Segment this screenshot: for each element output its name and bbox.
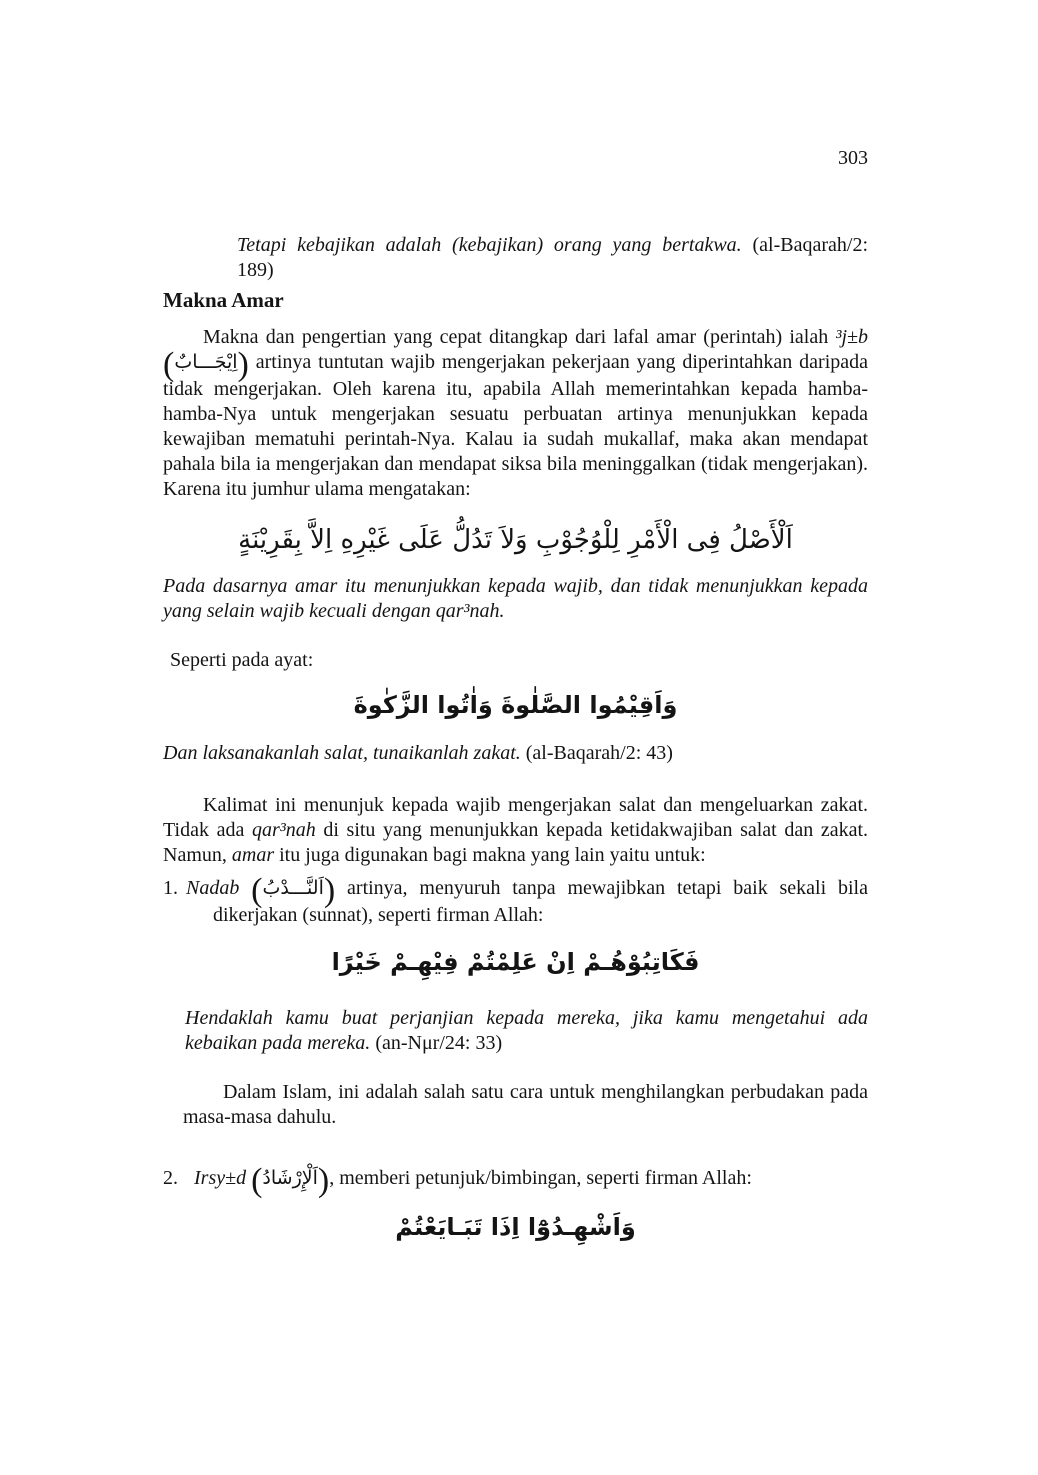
para-makna-translit: ³j±b: [835, 326, 868, 348]
arabic-irsyad: اَلْإِرْشَادُ: [262, 1167, 318, 1189]
para-kalimat-seg1: Kalimat ini menunjuk kepada wajib mengerjakan salat dan mengeluarkan zakat. Tidak ada: [163, 794, 868, 841]
list-item-1-term: Nadab: [186, 877, 240, 899]
ayat-arabic-tabayatum: وَاَشْهِـدُوْٓا اِذَا تَبَـايَعْتُمْ: [395, 1213, 636, 1241]
list-item-2-term: Irsy±d: [194, 1167, 247, 1189]
list-item-nadab: [163, 872, 868, 928]
para-makna-lead: Makna dan pengertian yang cepat ditangkap dari lafal amar (perintah) ialah: [203, 326, 829, 348]
ayat-arabic-baqarah-43: وَاَقِيْمُوا الصَّلٰوةَ وَاٰتُوا الزَّكٰوةَ: [353, 691, 678, 719]
para-kalimat-italic-qarinah: qar³nah: [251, 819, 316, 841]
arabic-ijab: اِيْجَـــابٌ: [174, 351, 238, 373]
list-item-2-number: 2.: [163, 1167, 178, 1189]
inline-arabic-nadab: [251, 872, 336, 909]
list-item-1-number: 1.: [163, 877, 178, 899]
top-quote-text: Tetapi kebajikan adalah (kebajikan) orang yang bertakwa.: [237, 234, 742, 256]
paragraph-makna-amar: [163, 325, 868, 502]
close-paren: ): [237, 346, 249, 383]
ayat-translation-baqarah-43: [163, 741, 868, 766]
inline-arabic-ijab: [163, 346, 249, 383]
close-paren: ): [323, 872, 336, 909]
page-column: [163, 146, 868, 1253]
para-kalimat-seg2: di situ yang menunjukkan kepada ketidakwajiban salat dan zakat. Namun,: [163, 819, 869, 866]
nur-translation-text: Hendaklah kamu buat perjanjian kepada mereka, jika kamu mengetahui ada kebaikan pada mereka.: [185, 1007, 868, 1054]
ayat-translation-text: Dan laksanakanlah salat, tunaikanlah zakat.: [163, 742, 521, 764]
top-quote-ref: (al-Baqarah/2: 189): [237, 234, 868, 281]
list-item-irsyad: [163, 1162, 868, 1199]
open-paren: (: [251, 1162, 263, 1199]
paragraph-dalam-islam: Dalam Islam, ini adalah salah satu cara untuk menghilangkan perbudakan pada masa-masa dahulu.: [183, 1081, 868, 1128]
list-item-2-text: , memberi petunjuk/bimbingan, seperti firman Allah:: [329, 1167, 752, 1189]
arabic-kaidah: اَلْأَصْلُ فِى الْأَمْرِ لِلْوُجُوْبِ وَلاَ تَدُلُّ عَلَى غَيْرِهِ اِلاَّ بِقَرِيْنَةٍ: [238, 525, 793, 555]
close-paren: ): [317, 1162, 330, 1199]
kaidah-translation: Pada dasarnya amar itu menunjukkan kepada wajib, dan tidak menunjukkan kepada yang selain wajib kecuali dengan qar³nah.: [163, 575, 868, 622]
ayat-translation-ref: (al-Baqarah/2: 43): [525, 742, 673, 764]
section-heading: Makna Amar: [163, 288, 284, 312]
open-paren: (: [251, 872, 263, 909]
nur-translation-ref: (an-Nμr/24: 33): [375, 1032, 503, 1054]
ayat-translation-nur-33: [185, 1006, 868, 1056]
paragraph-kalimat: [163, 793, 868, 868]
ayat-arabic-nur-33: فَكَاتِبُوْهُـمْ اِنْ عَلِمْتُمْ فِيْهِـمْ خَيْرًا: [331, 948, 700, 976]
inline-arabic-irsyad: [251, 1162, 330, 1199]
top-quote: [237, 233, 868, 283]
arabic-nadab: اَلنَّـــدْبُ: [262, 877, 324, 899]
page-number: 303: [838, 147, 868, 169]
list-item-1-text: artinya, menyuruh tanpa mewajibkan tetapi baik sekali bila dikerjakan (sunnat), seperti firman Allah:: [213, 877, 868, 926]
seperti-label: Seperti pada ayat:: [170, 649, 314, 671]
para-kalimat-seg3: itu juga digunakan bagi makna yang lain yaitu untuk:: [279, 844, 706, 866]
para-makna-rest: artinya tuntutan wajib mengerjakan pekerjaan yang diperintahkan daripada tidak mengerjakan. Oleh karena itu, apabila Allah memerintahkan kepada hamba-hamba-Nya untuk mengerjakan sesuatu perbuatan artinya menunjukkan kepada kewajiban mematuhi perintah-Nya. Kalau ia sudah mukallaf, maka akan mendapat pahala bila ia mengerjakan dan mendapat siksa bila meninggalkan (tidak mengerjakan). Karena itu jumhur ulama mengatakan:: [163, 351, 869, 500]
open-paren: (: [163, 346, 175, 383]
para-kalimat-italic-amar: amar: [231, 844, 275, 866]
